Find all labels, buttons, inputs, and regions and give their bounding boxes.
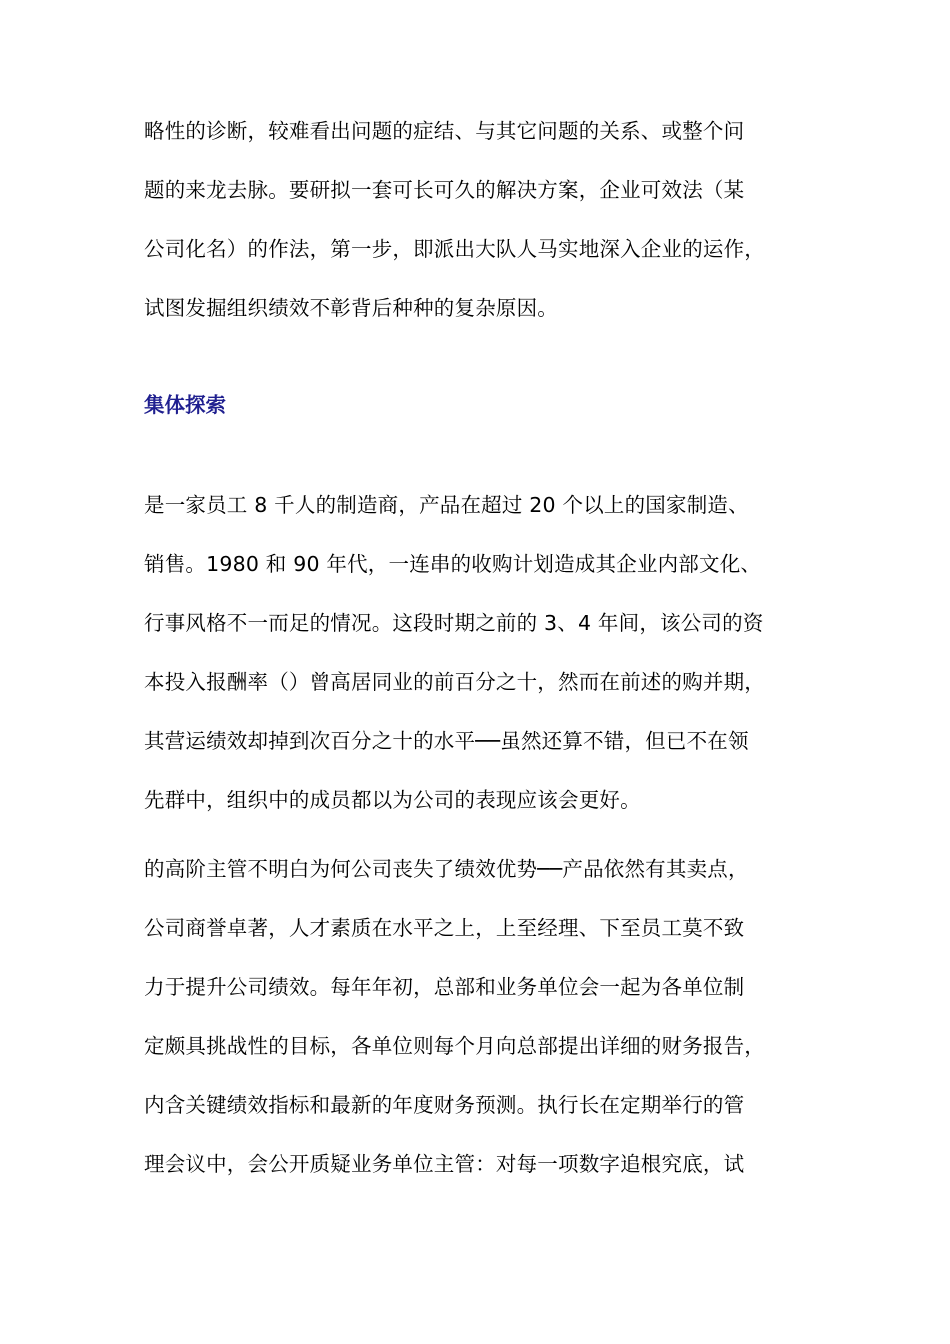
text-line: 的高阶主管不明白为何公司丧失了绩效优势──产品依然有其卖点，	[144, 857, 749, 881]
text-line: 是一家员工 8 千人的制造商，产品在超过 20 个以上的国家制造、	[144, 493, 749, 517]
text-line: 行事风格不一而足的情况。这段时期之前的 3、4 年间，该公司的资	[144, 611, 764, 635]
text-line: 公司商誉卓著，人才素质在水平之上，上至经理、下至员工莫不致	[144, 916, 745, 940]
text-line: 理会议中，会公开质疑业务单位主管：对每一项数字追根究底，试	[144, 1152, 745, 1176]
text-line: 其营运绩效却掉到次百分之十的水平──虽然还算不错，但已不在领	[144, 729, 749, 753]
text-line: 力于提升公司绩效。每年年初，总部和业务单位会一起为各单位制	[144, 975, 745, 999]
text-line: 定颇具挑战性的目标，各单位则每个月向总部提出详细的财务报告，	[144, 1034, 765, 1058]
paragraph-intro	[144, 102, 834, 338]
text-line: 销售。1980 和 90 年代，一连串的收购计划造成其企业内部文化、	[144, 552, 762, 576]
text-line: 本投入报酬率（）曾高居同业的前百分之十，然而在前述的购并期，	[144, 670, 765, 694]
text-line: 先群中，组织中的成员都以为公司的表现应该会更好。	[144, 788, 641, 812]
text-line: 内含关键绩效指标和最新的年度财务预测。执行长在定期举行的管	[144, 1093, 745, 1117]
text-line: 题的来龙去脉。要研拟一套可长可久的解决方案，企业可效法（某	[144, 178, 745, 202]
paragraph-executives	[144, 840, 834, 1194]
paragraph-company-background	[144, 476, 834, 830]
text-line: 公司化名）的作法，第一步，即派出大队人马实地深入企业的运作，	[144, 237, 765, 261]
text-line: 试图发掘组织绩效不彰背后种种的复杂原因。	[144, 296, 558, 320]
section-heading: 集体探索	[144, 393, 226, 417]
text-line: 略性的诊断，较难看出问题的症结、与其它问题的关系、或整个问	[144, 119, 745, 143]
